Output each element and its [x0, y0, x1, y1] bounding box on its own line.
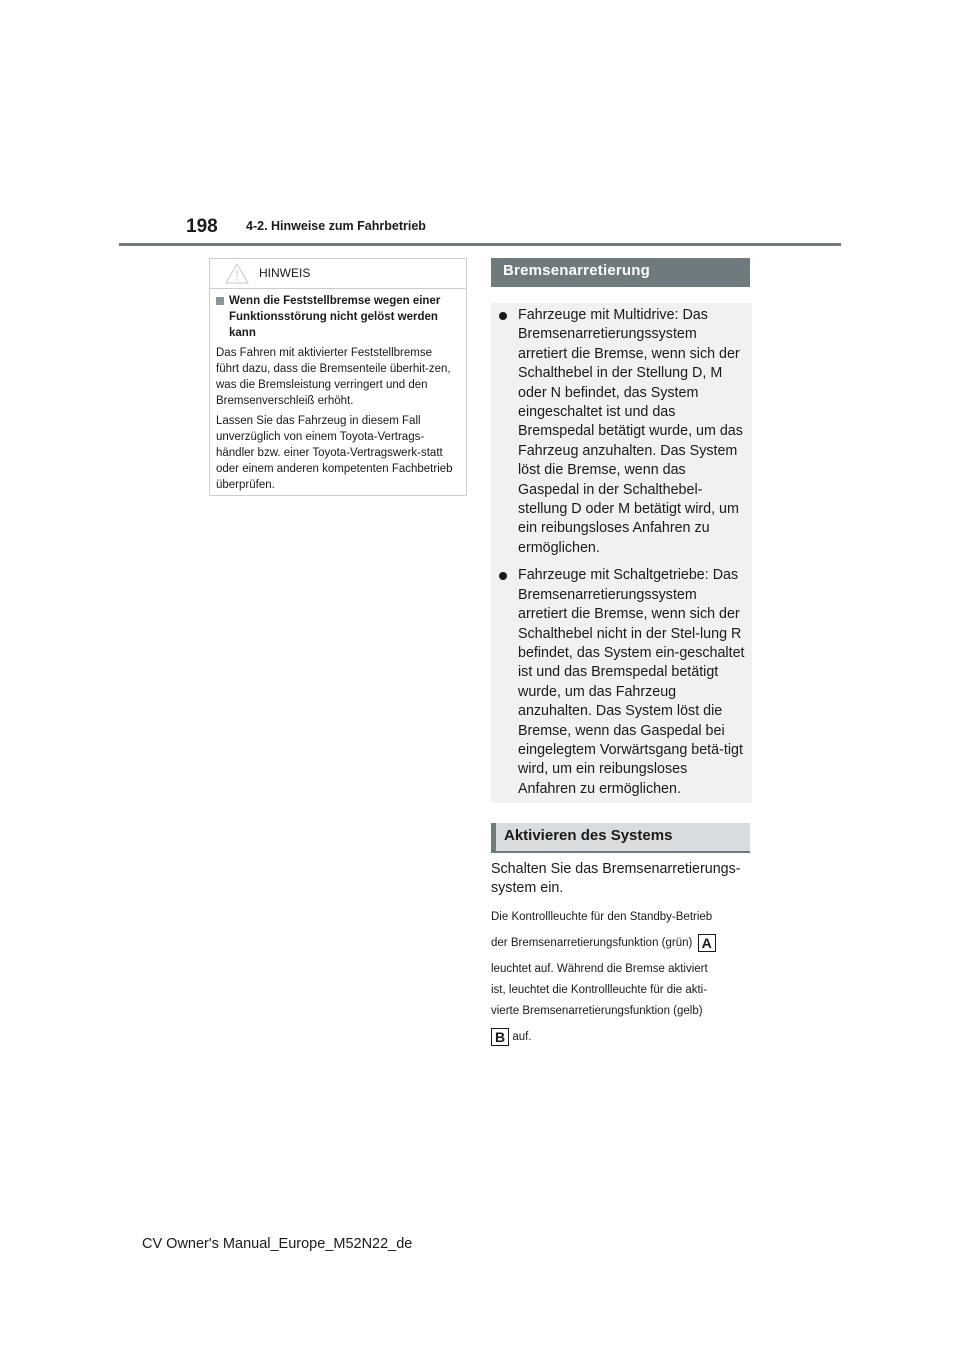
list-item	[497, 306, 746, 558]
activate-step: Schalten Sie das Bremsenarretierungs-system ein.	[491, 861, 741, 897]
indicator-line-6-text: auf.	[512, 1031, 532, 1043]
list-item	[497, 566, 746, 799]
notice-paragraph-1: Das Fahren mit aktivierter Feststellbremse führt dazu, dass die Bremsenteile überhit-zen, was die Bremsleistung verringert und den Bremsenverschleiß erhöht.	[216, 347, 451, 407]
list-item-text: Fahrzeuge mit Multidrive: Das Bremsenarretierungssystem arretiert die Bremse, wenn sich der Schalthebel in der Stellung D, M oder N befindet, das System eingeschaltet ist und das Bremspedal betätigt wurde, um das Fahrzeug anzuhalten. Das System löst die Bremse, wenn das Gaspedal in der Schalthebel-stellung D oder M betätigt wird, um ein reibungsloses Anfahren zu ermöglichen.	[518, 307, 743, 556]
bullet-dot-icon	[499, 572, 507, 580]
brake-hold-heading: Bremsenarretierung	[491, 258, 750, 287]
indicator-line-3: leuchtet auf. Während die Bremse aktiviert	[491, 963, 708, 975]
callout-a-label: A	[698, 934, 716, 952]
footer-text: CV Owner's Manual_Europe_M52N22_de	[142, 1236, 413, 1252]
notice-box	[209, 258, 467, 496]
notice-subhead-text: Wenn die Feststellbremse wegen einer Funktionsstörung nicht gelöst werden kann	[229, 295, 441, 339]
indicator-line-6	[491, 1028, 753, 1046]
indicator-line-1: Die Kontrollleuchte für den Standby-Betrieb	[491, 911, 713, 923]
indicator-line-5: vierte Bremsenarretierungsfunktion (gelb)	[491, 1005, 703, 1017]
list-item-text: Fahrzeuge mit Schaltgetriebe: Das Bremsenarretierungssystem arretiert die Bremse, wenn sich der Schalthebel nicht in der Stel-lung R befindet, das System ein-geschaltet ist und das Bremspedal betätigt wurde, um das Fahrzeug anzuhalten. Das System löst die Bremse, wenn das Gaspedal bei eingelegtem Vorwärtsgang betä-tigt wird, um ein reibungsloses Anfahren zu ermöglichen.	[518, 567, 745, 797]
square-bullet-icon	[216, 297, 224, 305]
indicator-line-2-text: der Bremsenarretierungsfunktion (grün)	[491, 937, 693, 949]
header-rule	[119, 243, 841, 246]
notice-subhead	[216, 293, 456, 341]
warning-triangle-icon	[224, 262, 250, 285]
page-number: 198	[186, 216, 218, 237]
brake-hold-panel	[491, 303, 752, 803]
callout-b-label: B	[491, 1028, 509, 1046]
section-title: 4-2. Hinweise zum Fahrbetrieb	[246, 219, 426, 233]
indicator-line-4: ist, leuchtet die Kontrollleuchte für die akti-	[491, 984, 708, 996]
notice-paragraph-2: Lassen Sie das Fahrzeug in diesem Fall unverzüglich von einem Toyota-Vertrags-händler bzw. einer Toyota-Vertragswerk-statt oder einem anderen kompetenten Fachbetrieb überprüfen.	[216, 415, 453, 491]
activate-heading: Aktivieren des Systems	[491, 823, 750, 853]
indicator-line-2	[491, 934, 753, 952]
notice-body	[210, 289, 466, 493]
bullet-dot-icon	[499, 312, 507, 320]
notice-header	[210, 259, 466, 289]
notice-title: HINWEIS	[259, 266, 311, 280]
